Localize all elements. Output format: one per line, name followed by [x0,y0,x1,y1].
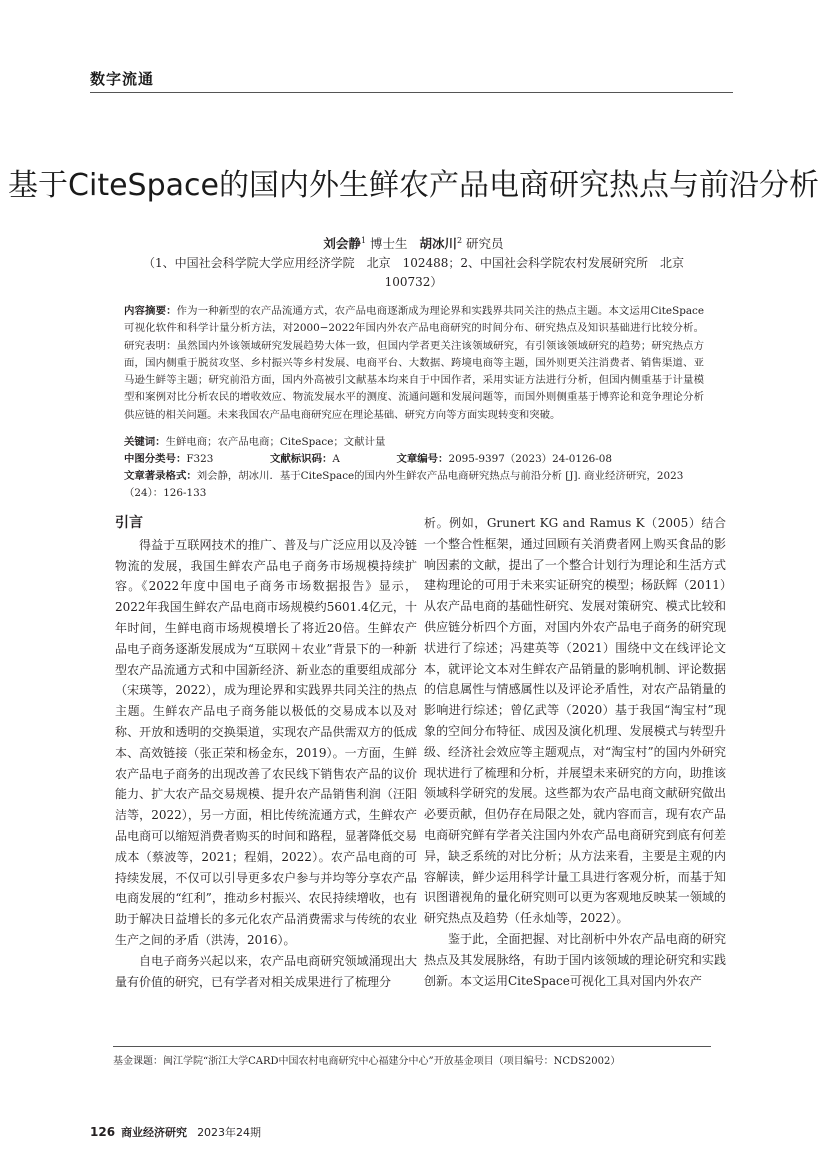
author-2-sup: 2 [456,235,463,245]
citation-label: 文章著录格式： [124,470,197,482]
cls-value: F323 [186,453,214,465]
body-right-column [424,513,726,991]
header-rule [90,92,733,93]
classification-line [124,451,704,468]
keywords [124,434,704,451]
body-paragraph: 析。例如，Grunert KG and Ramus K（2005）结合一个整合性框架，通过回顾有关消费者网上购买食品的影响因素的文献，提出了一个整合计划行为理论和生活方式建构理论的可用于未来实证研究的模型；杨跃辉（2011）从农产品电商的基础性研究、发展对策研究、模式比较和供应链分析四个方面，对国内外农产品电子商务的研究现状进行了综述；冯建英等（2021）围绕中文在线评论文本，就评论文本对生鲜农产品销量的影响机制、评论数据的信息属性与情感属性以及评论矛盾性，对农产品销量的影响进行综述；曾亿武等（2020）基于我国“淘宝村”现象的空间分布特征、成因及演化机理、发展模式与转型升级、经济社会效应等主题观点，对“淘宝村”的国内外研究现状进行了梳理和分析，并展望未来研究的方向，助推该领域科学研究的发展。这些都为农产品电商文献研究做出必要贡献，但仍存在局限之处，就内容而言，现有农产品电商研究鲜有学者关注国内外农产品电商研究到底有何差异，缺乏系统的对比分析；从方法来看，主要是主观的内容解读，鲜少运用科学计量工具进行客观分析，而基于知识图谱视角的量化研究则可以更为客观地反映某一领域的研究热点及趋势（任永灿等，2022）。 [424,516,726,926]
doc-code-label: 文献标识码： [270,453,333,465]
authors-line [0,234,827,252]
footnote: 基金课题：闽江学院“浙江大学CARD中国农村电商研究中心福建分中心”开放基金项目（项目编号：NCDS2002） [113,1056,621,1067]
article-no-label: 文章编号： [396,453,449,465]
author-2-name: 胡冰川 [419,236,457,251]
section-label: 数字流通 [90,70,155,88]
abstract-text: 作为一种新型的农产品流通方式，农产品电商逐渐成为理论界和实践界共同关注的热点主题。本文运用CiteSpace可视化软件和科学计量分析方法，对2000−2022年国内外农产品电商研究的时间分布、研究热点及知识基础进行比较分析。研究表明：虽然国内外该领域研究发展趋势大体一致，但国内学者更关注该领域研究，有引领该领域研究的趋势；研究热点方面，国内侧重于脱贫攻坚、乡村振兴等乡村发展、电商平台、大数据、跨境电商等主题，国外则更关注消费者、销售渠道、亚马逊生鲜等主题；研究前沿方面，国内外高被引文献基本均来自于中国作者，采用实证方法进行分析，但国内侧重基于计量模型和案例对比分析农民的增收效应、物流发展水平的测度、流通问题和发展问题等，而国外则侧重基于博弈论和竞争理论分析供应链的相关问题。未来我国农产品电商研究应在理论基础、研究方向等方面实现转变和突破。 [124,305,705,421]
journal-name: 商业经济研究 [121,1126,188,1139]
page-footer [90,1124,261,1140]
cls-label: 中图分类号： [124,453,187,465]
author-1-sup: 1 [360,235,367,245]
citation-text: 刘会静，胡冰川．基于CiteSpace的国内外生鲜农产品电商研究热点与前沿分析 [J]. 商业经济研究，2023（24）：126-133 [124,470,684,500]
abstract [124,303,704,424]
affiliation: （1、中国社会科学院大学应用经济学院 北京 102488；2、中国社会科学院农村发展研究所 北京 100732） [142,256,697,289]
doc-code-value: A [332,453,340,465]
keywords-label: 关键词： [124,436,166,448]
footnote-rule [113,1046,711,1047]
section-heading: 引言 [115,515,143,531]
body-left-column [115,513,417,992]
author-2-role: 研究员 [466,236,504,251]
body-paragraph: 得益于互联网技术的推广、普及与广泛应用以及冷链物流的发展，我国生鲜农产品电子商务市场规模持续扩容。《2022年度中国电子商务市场数据报告》显示，2022年我国生鲜农产品电商市场规模约5601.4亿元，十年时间，生鲜电商市场规模增长了将近20倍。生鲜农产品电子商务逐渐发展成为“互联网＋农业”背景下的一种新型农产品流通方式和中国新经济、新业态的重要组成部分（宋瑛等，2022），成为理论界和实践界共同关注的热点主题。生鲜农产品电子商务能以极低的交易成本以及对称、开放和透明的交换渠道，实现农产品供需双方的低成本、高效链接（张正荣和杨金东，2019）。一方面，生鲜农产品电子商务的出现改善了农民线下销售农产品的议价能力、扩大农产品交易规模、提升农产品销售利润（汪阳洁等，2022），另一方面，相比传统流通方式，生鲜农产品电商可以缩短消费者购买的时间和路程，显著降低交易成本（蔡波等，2021；程娟，2022）。农产品电商的可持续发展，不仅可以引导更多农户参与并均等分享农产品电商发展的“红利”，推动乡村振兴、农民持续增收，也有助于解决日益增长的多元化农产品消费需求与传统的农业生产之间的矛盾（洪涛，2016）。 [115,537,417,947]
body-paragraph: 鉴于此，全面把握、对比剖析中外农产品电商的研究热点及其发展脉络，有助于国内该领域的理论研究和实践创新。本文运用CiteSpace可视化工具对国内外农产 [424,931,726,988]
body-paragraph: 自电子商务兴起以来，农产品电商研究领域涌现出大量有价值的研究，已有学者对相关成果进行了梳理分 [115,953,417,989]
citation-format [124,468,704,503]
keywords-text: 生鲜电商；农产品电商；CiteSpace；文献计量 [165,436,386,448]
abstract-label: 内容摘要： [124,305,177,317]
page-number: 126 [90,1125,116,1139]
article-no-value: 2095-9397（2023）24-0126-08 [448,453,612,465]
author-1-role: 博士生 [370,236,408,251]
author-1-name: 刘会静 [323,236,361,251]
issue-label: 2023年24期 [197,1126,262,1139]
article-title: 基于CiteSpace的国内外生鲜农产品电商研究热点与前沿分析 [8,168,819,203]
